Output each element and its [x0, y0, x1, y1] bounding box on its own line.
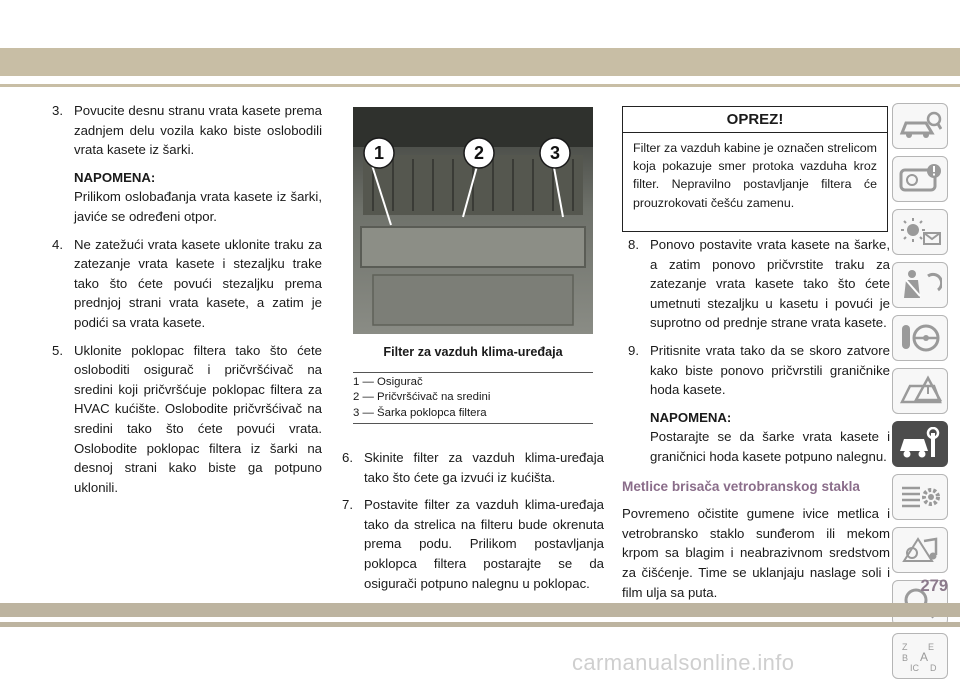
- step-6: [336, 448, 604, 487]
- figure-legend: [353, 372, 593, 424]
- step-number: 6.: [342, 450, 353, 465]
- hazard-triangle-icon: [898, 374, 942, 408]
- svg-text:B: B: [902, 653, 909, 663]
- step-text: Skinite filter za vazduh klima-uređaja tako što ćete ga izvući iz kućišta.: [364, 450, 604, 485]
- tab-climate[interactable]: [892, 209, 948, 255]
- car-info-icon: [898, 109, 942, 143]
- tab-safety[interactable]: [892, 262, 948, 308]
- step-7: [336, 495, 604, 593]
- svg-text:A: A: [920, 650, 929, 664]
- step-text: Postavite filter za vazduh klima-uređaja tako da strelica na filteru bude okrenuta prema podu. Prilikom postavljanja poklopca filtera postarajte se da osigurači potpuno nalegnu u poklopac.: [364, 497, 604, 591]
- step-3: [46, 101, 322, 160]
- header-band: [0, 48, 960, 76]
- filter-photo: [353, 107, 593, 334]
- step-number: 5.: [52, 342, 63, 358]
- middle-column: [336, 448, 604, 601]
- section-heading: Metlice brisača vetrobranskog stakla: [622, 478, 860, 494]
- step-5: [46, 341, 322, 498]
- caution-text: Filter za vazduh kabine je označen strelicom koja pokazuje smer protoka vazduha kroz filter. Nepravilno postavljanje filtera će prouzrokovati češću zamenu.: [633, 141, 877, 210]
- note-1: [46, 168, 322, 227]
- driver-seatbelt-icon: [898, 268, 942, 302]
- page-number: 279: [920, 577, 948, 595]
- tab-index[interactable]: [892, 633, 948, 679]
- chapter-tabs: [892, 103, 948, 686]
- note-title: NAPOMENA:: [650, 409, 732, 425]
- watermark: carmanualsonline.info: [572, 650, 795, 675]
- step-number: 9.: [628, 342, 639, 358]
- filter-photo-illustration: [353, 107, 593, 334]
- step-8: [622, 235, 890, 333]
- tab-specifications[interactable]: [892, 474, 948, 520]
- dashboard-warning-icon: [898, 162, 942, 196]
- tab-servicing[interactable]: [892, 421, 948, 467]
- callout-2: 2: [473, 143, 485, 163]
- step-text: Povucite desnu stranu vrata kasete prema zadnjem delu vozila kako biste oslobodili vrata kasete iz šarki.: [74, 103, 322, 158]
- note-text: Postarajte se da šarke vrata kasete i graničnici hoda kasete potpuno nalegnu.: [650, 429, 890, 464]
- note-title: NAPOMENA:: [74, 169, 156, 185]
- footer-band: [0, 603, 960, 617]
- section-paragraph: Povremeno očistite gumene ivice metlica i vetrobransko staklo sunđerom ili mekom krpom sa blagim i neabrazivnom sredstvom za čišćenje. Time se uklanjaju naslage soli i film ulja sa puta.: [622, 506, 890, 600]
- figure-caption: Filter za vazduh klima-uređaja: [383, 345, 563, 359]
- step-text: Pritisnite vrata tako da se skoro zatvore kako biste ponovo pričvrstili graničnike hoda kasete.: [650, 342, 890, 398]
- step-4: [46, 235, 322, 333]
- music-nav-icon: [898, 533, 942, 567]
- step-number: 4.: [52, 236, 63, 252]
- left-column: [46, 101, 322, 505]
- step-9: [622, 341, 890, 400]
- spec-list-gear-icon: [898, 480, 942, 514]
- step-text: Ponovo postavite vrata kasete na šarke, a zatim ponovo pričvrstite traku za zatezanje vrata kasete tako što ćete umetnuti stezaljku u kasetu i povući je suprotno od prednje strane vrata kasete.: [650, 237, 890, 331]
- tab-emergency[interactable]: [892, 368, 948, 414]
- legend-item-2: 2 — Pričvršćivač na sredini: [353, 391, 491, 404]
- tab-dashboard-warning[interactable]: [892, 156, 948, 202]
- tab-driving[interactable]: [892, 315, 948, 361]
- callout-1: 1: [373, 143, 385, 163]
- step-text: Ne zatežući vrata kasete uklonite traku za zatezanje vrata kasete i stezaljku trake tako što ćete povući stezaljku prema prednjoj strani vrata kasete, a zatim je podići sa vrata kasete.: [74, 236, 322, 330]
- caution-box: [622, 106, 888, 232]
- legend-item-1: 1 — Osigurač: [353, 376, 423, 388]
- svg-text:D: D: [930, 663, 937, 673]
- right-column: [622, 235, 890, 602]
- svg-text:IC: IC: [910, 663, 919, 673]
- note-text: Prilikom oslobađanja vrata kasete iz šarki, javiće se određeni otpor.: [74, 189, 322, 224]
- header-rule: [0, 84, 960, 87]
- footer-rule: [0, 622, 960, 627]
- step-number: 8.: [628, 237, 639, 252]
- car-wrench-icon: [898, 427, 942, 461]
- legend-item-3: 3 — Šarka poklopca filtera: [353, 406, 487, 419]
- alphabet-index-icon: [898, 639, 942, 673]
- step-number: 7.: [342, 497, 353, 513]
- callout-3: 3: [549, 143, 561, 163]
- steering-wheel-icon: [898, 321, 942, 355]
- tab-multimedia[interactable]: [892, 527, 948, 573]
- tab-car-info[interactable]: [892, 103, 948, 149]
- step-number: 3.: [52, 103, 63, 118]
- svg-text:E: E: [928, 642, 935, 652]
- caution-title: OPREZ!: [623, 107, 887, 133]
- sun-snowflake-icon: [898, 215, 942, 249]
- note-2: [622, 408, 890, 467]
- svg-text:Z: Z: [902, 642, 908, 652]
- step-text: Uklonite poklopac filtera tako što ćete osloboditi osigurač i pričvršćivač na sredini koji pričvršćuje poklopac filtera za HVAC kućište. Oslobodite pričvršćivač na sredini tako što ćete povući vrata. Oslobodite poklopac filtera iz šarki na desnoj strani kako biste ga potpuno uklonili.: [74, 342, 322, 495]
